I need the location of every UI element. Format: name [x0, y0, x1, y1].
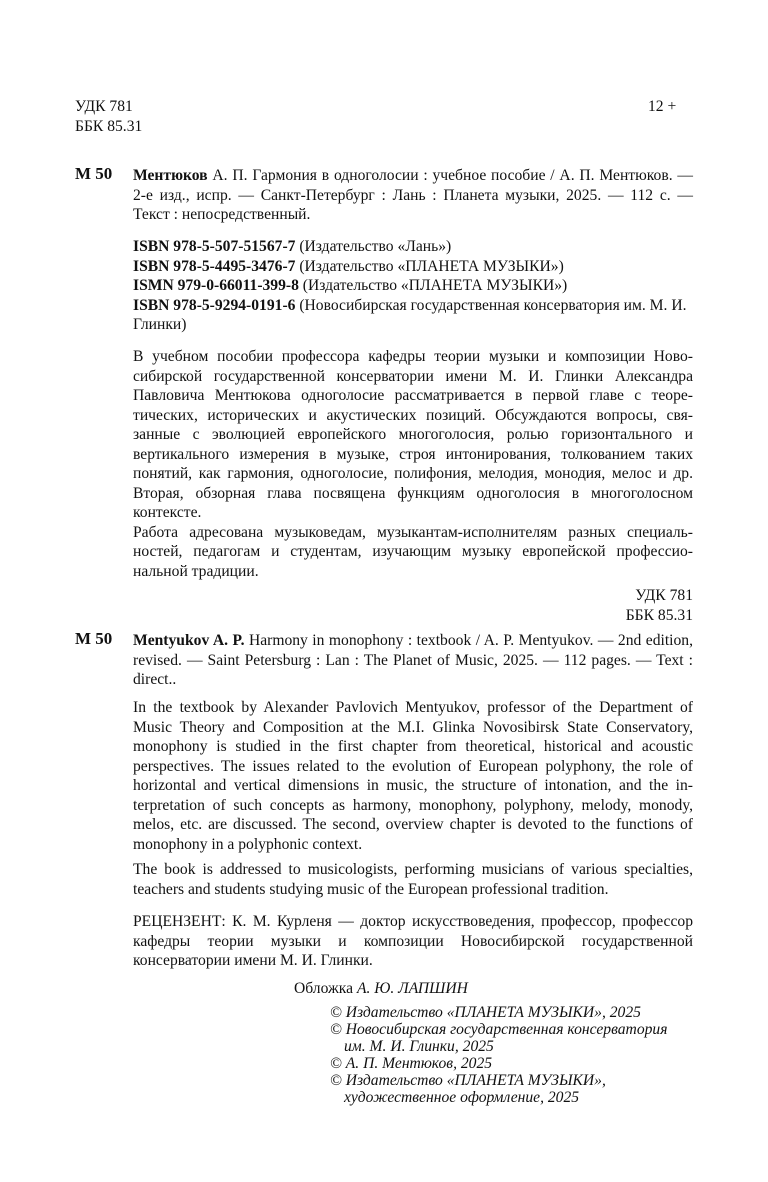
isbn-publisher: (Новосибирская государственная консерватория им. М. И. Глинки): [133, 296, 687, 333]
isbn-item: [133, 237, 693, 257]
header-classification: [75, 97, 142, 136]
isbn-publisher: (Издательство «Лань»): [299, 238, 452, 255]
abstract-ru: [133, 347, 693, 581]
citation-ru-text: А. П. Гармония в одноголосии : учебное пособие / А. П. Ментюков. — 2-е изд., испр. — Санкт-Петербург : Лань : Планета музыки, 2025. — 112 с. — Текст : непосредственный.: [133, 167, 693, 223]
abstract-ru-paragraph-1: В учебном пособии профессора кафедры теории музыки и композиции Новосибирской государственной консерватории имени М. И. Глинки Александра Павловича Ментюкова одноголосие рассматривается в первой главе с теоретических, исторических и акустических позиций. Обсуждаются вопросы, связанные с эволюцией европейского многоголосия, ролью горизонтального и вертикального измерения в музыке, строя интонирования, толкованием таких понятий, как гармония, одноголосие, полифония, мелодия, монодия, мелос и др. Вторая, обзорная глава посвящена функциям одноголосия в многоголосном контексте.: [133, 348, 693, 521]
copyright-line: © Издательство «ПЛАНЕТА МУЗЫКИ», 2025: [330, 1004, 641, 1021]
cover-artist: А. Ю. ЛАПШИН: [356, 980, 468, 997]
copyright-line-continuation: им. М. И. Глинки, 2025: [344, 1038, 494, 1055]
citation-en-text: Harmony in monophony : textbook / A. P. Mentyukov. — 2nd edition, revised. — Saint Petersburg : Lan : The Planet of Music, 2025. — 112 pages. — Text : direct..: [133, 632, 693, 688]
isbn-list: [133, 237, 693, 335]
isbn-item: [133, 257, 693, 277]
age-rating: 12 +: [648, 98, 677, 115]
author-mark-ru: М 50: [75, 164, 113, 183]
author-ru: Ментюков: [133, 167, 208, 184]
isbn-item: [133, 296, 693, 335]
classification-ru: [133, 586, 693, 625]
citation-ru: [133, 166, 693, 225]
citation-en: [133, 631, 693, 690]
copyright-block: [330, 1004, 710, 1106]
isbn-publisher: (Издательство «ПЛАНЕТА МУЗЫКИ»): [302, 277, 568, 294]
isbn-code: ISBN 978-5-4495-3476-7: [133, 257, 296, 275]
udk-code: УДК 781: [75, 98, 133, 115]
abstract-ru-paragraph-2: Работа адресована музыковедам, музыкантам-исполнителям разных специальностей, педагогам и студентам, изучающим музыку европейской профессиональной традиции.: [133, 523, 693, 580]
cover-label: Обложка: [294, 980, 354, 997]
reviewer: РЕЦЕНЗЕНТ: К. М. Курленя — доктор искусствоведения, профессор, профессор кафедры теории музыки и композиции Новосибирской государственной консерватории имени М. И. Глинки.: [133, 913, 693, 969]
copyright-line: © А. П. Ментюков, 2025: [330, 1055, 493, 1072]
ismn-item: [133, 276, 693, 296]
isbn-code: ISBN 978-5-9294-0191-6: [133, 296, 296, 314]
bbk-code: ББК 85.31: [75, 117, 143, 135]
cover-credit: [294, 979, 468, 999]
abstract-en-paragraph-1: In the textbook by Alexander Pavlovich Mentyukov, professor of the Department of Music Theory and Composition at the M.I. Glinka Novosibirsk State Conservatory, monophony is studied in the first chapter from theoretical, historical and acoustic perspectives. The issues related to the evolution of European polyphony, the role of horizontal and vertical dimensions in music, the structure of intonation, and the interpretation of such concepts as harmony, monophony, polyphony, melody, monody, melos, etc. are discussed. The second, overview chapter is devoted to the functions of monophony in a polyphonic context.: [133, 699, 693, 853]
ismn-code: ISMN 979-0-66011-399-8: [133, 277, 299, 294]
bbk-code-ru: ББК 85.31: [625, 606, 693, 624]
author-en: Mentyukov A. P.: [133, 632, 245, 649]
isbn-publisher: (Издательство «ПЛАНЕТА МУЗЫКИ»): [299, 257, 564, 275]
isbn-code: ISBN 978-5-507-51567-7: [133, 238, 296, 255]
copyright-line-continuation: художественное оформление, 2025: [344, 1089, 580, 1106]
abstract-en-paragraph-2: The book is addressed to musicologists, performing musicians of various specialties, teachers and students studying music of the European professional tradition.: [133, 861, 693, 898]
copyright-line: © Издательство «ПЛАНЕТА МУЗЫКИ»,: [330, 1072, 606, 1089]
udk-code-ru: УДК 781: [635, 587, 693, 604]
author-mark-en: М 50: [75, 629, 113, 648]
copyright-line: © Новосибирская государственная консерватория: [330, 1021, 668, 1038]
